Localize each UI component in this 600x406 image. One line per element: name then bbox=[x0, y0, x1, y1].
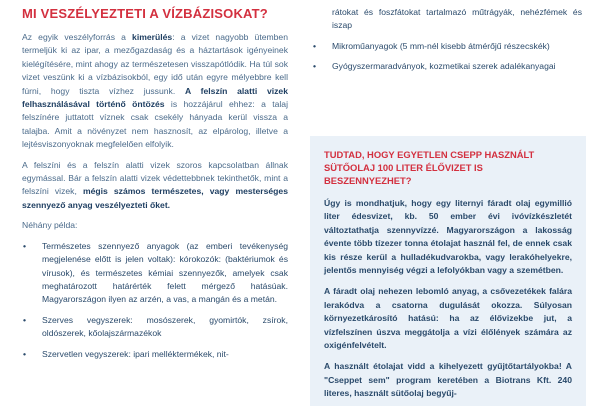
list-item bbox=[22, 314, 288, 341]
paragraph-examples-intro: Néhány példa: bbox=[22, 220, 78, 231]
bullet-dot-icon: • bbox=[23, 314, 27, 325]
right-column bbox=[312, 6, 582, 81]
list-item-text: rátokat és foszfátokat tartalmazó műtrágyák, nehézfémek és iszap bbox=[332, 7, 582, 31]
bold-span: A felszín alatti vizek felhasználásával történő öntözés bbox=[22, 85, 288, 110]
paragraph-pollution bbox=[22, 159, 288, 213]
left-column bbox=[22, 6, 288, 368]
bullet-dot-icon: • bbox=[313, 61, 317, 72]
list-item-text: Mikroműanyagok bbox=[332, 40, 398, 51]
bullet-dot-icon: • bbox=[313, 40, 317, 51]
list-item bbox=[22, 348, 288, 361]
pollutant-list-continued bbox=[312, 6, 582, 74]
bullet-dot-icon: • bbox=[23, 348, 27, 359]
bold-span: kimerülés bbox=[132, 32, 173, 42]
info-box-paragraph: A használt étolajat vidd a kihelyezett gyűjtőtartályokba! A "Cseppet sem" program keretében a Biotrans Kft. 240 literes, használt sütőolaj begyűj- bbox=[324, 361, 572, 399]
text-span: A felszíni és a felszín alatti vizek szoros kapcsolatban állnak egymással. Bár a felszín alatti vizek védettebbnek tekinthetők, mint a felszíni vizek, bbox=[22, 159, 288, 197]
info-box-paragraph: Úgy is mondhatjuk, hogy egy liternyi fáradt olaj egymillió liter édesvizet, kb. 50 ember évi ivóvízkészletét változtathatja szennyvízzé. Magyarországon a lakosság évente több tízezer tonna étolajat használ fel, de ennek csak kis része kerül a hulladékudvarokba, vagy lerakóhelyekre, jelentős mennyiség végzi a lefolyókban vagy a szemétben. bbox=[324, 198, 572, 276]
list-item-text: kórokozók: (baktériumok és vírusok), és természetes kémiai szennyezők, amelyek csak meghatározott határérték felett mérgező hatásúak. Magyarországon ilyen az arzén, a vas, a mangán és a metán. bbox=[42, 254, 289, 305]
list-item-bold: Természetes szennyező anyagok (az emberi tevékenység megjelenése előtt is jelen voltak): bbox=[42, 240, 288, 265]
list-item-text: mosószerek, gyomirtók, zsírok, oldószerek, kőolajszármazékok bbox=[42, 314, 288, 339]
bold-span: mégis számos természetes, vagy mesterséges szennyező anyag veszélyezteti őket. bbox=[22, 186, 288, 210]
list-item bbox=[312, 60, 582, 73]
list-item-text: Gyógyszermaradványok, kozmetikai szerek adalékanyagai bbox=[332, 61, 556, 72]
text-span: : a vizet nagyobb ütemben termeljük ki az ipar, a mezőgazdaság és a háztartások igényeinek kielégítésére, mint ahogy az természetesen visszapótlódik. Ha túl sok vizet veszünk ki a vízbázisokból, egy idő után egyre mélyebbre kell fúrni, hogy tiszta vízhez jussunk. bbox=[22, 32, 288, 96]
info-box bbox=[310, 136, 586, 406]
list-item-bold: Szervetlen vegyszerek: bbox=[42, 348, 131, 359]
list-item-text: ipari melléktermékek, nit- bbox=[130, 348, 229, 359]
section-title: MI VESZÉLYEZTETI A VÍZBÁZISOKAT? bbox=[22, 6, 268, 21]
list-item-text: (5 mm-nél kisebb átmérőjű részecskék) bbox=[397, 40, 550, 51]
pollutant-list bbox=[22, 240, 288, 361]
paragraph-depletion bbox=[22, 31, 288, 152]
info-box-paragraph: A fáradt olaj nehezen lebomló anyag, a csővezetékek falára lerakódva a csatorna dugulását okozza. Súlyosan környezetkárosító hatású: ha az élővizekbe jut, a vízfelszínen úszva meggátolja a vízi élőlények számára az oxigénfelvételt. bbox=[324, 286, 572, 351]
text-span: Az egyik veszélyforrás a bbox=[22, 32, 133, 42]
list-item bbox=[312, 40, 582, 53]
list-item bbox=[22, 240, 288, 307]
list-item-bold: Szerves vegyszerek: bbox=[42, 314, 133, 325]
list-item-continuation bbox=[312, 6, 582, 33]
text-span: is hozzájárul ehhez: a talaj felszínére juttatott víznek csak csekély hányada kerül vissza a talajba. Amit a növényzet nem hasznosít, az elpárolog, illetve a lejtésviszonyoknak megfelelően elfolyik. bbox=[22, 99, 288, 150]
info-box-title: TUDTAD, HOGY EGYETLEN CSEPP HASZNÁLT SÜTŐOLAJ 100 LITER ÉLŐVIZET IS BESZENNYEZHET? bbox=[324, 149, 535, 186]
bullet-dot-icon: • bbox=[23, 240, 27, 251]
